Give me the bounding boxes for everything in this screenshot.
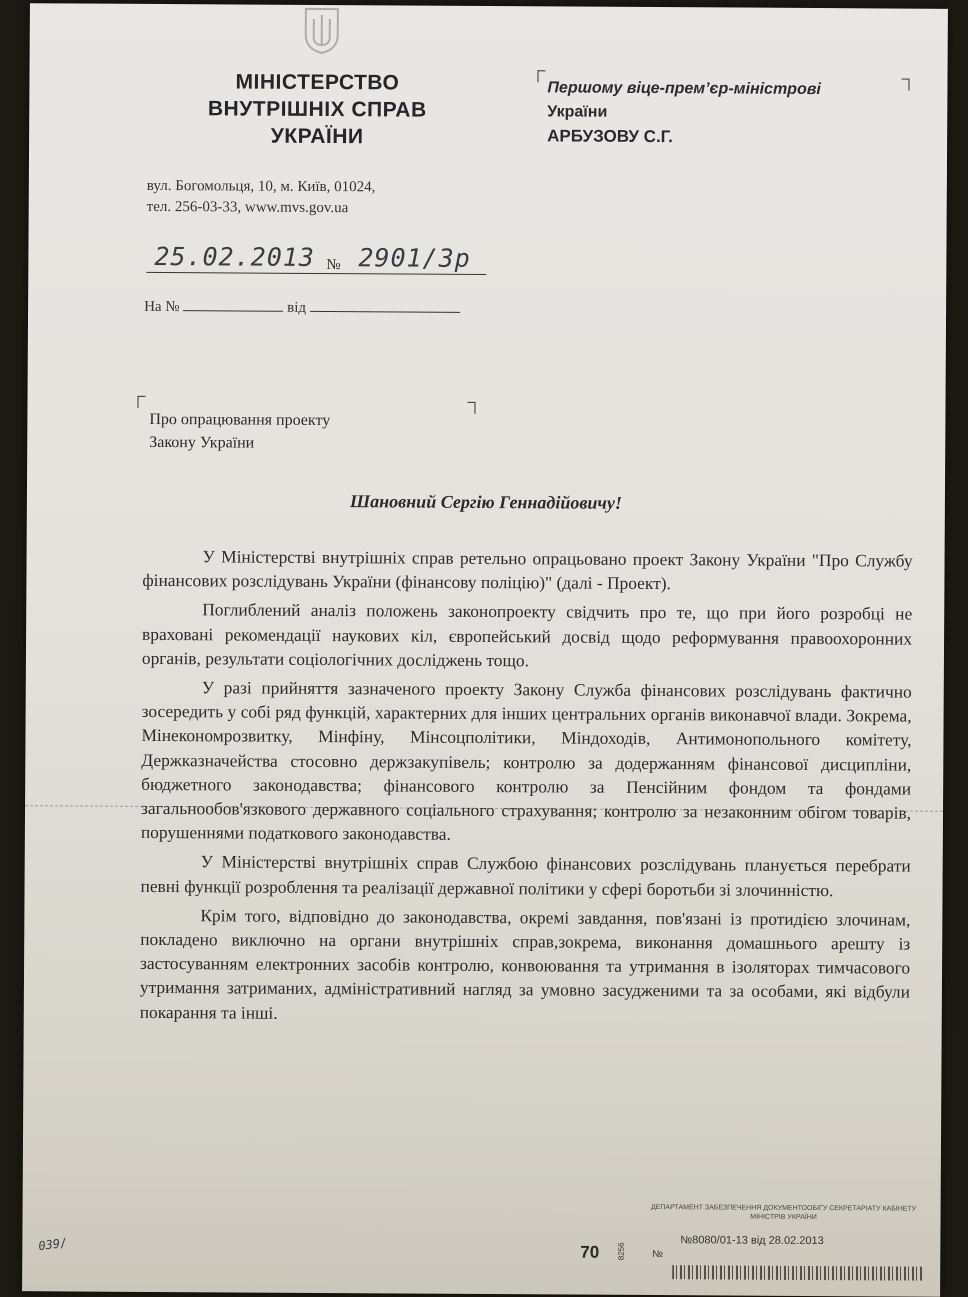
page-number: 70 [580, 1242, 600, 1262]
letter-page [22, 3, 948, 1297]
registration-line [146, 240, 486, 278]
subject-line-2: Закону України [149, 433, 255, 452]
salutation: Шановний Сергію Геннадійовичу! [349, 491, 622, 513]
body-paragraph: У разі прийняття зазначеного проекту Закону Служба фінансових розслідувань фактично зосередить у собі ряд функцій, характерних для інших центральних органів виконавчої влади. Зокрема, Мінекономрозвитку, Мінфіну, Мінсоцполітики, Міндоходів, Антимонопольного комітету, Держказначейства стосовно держзакупівель; контролю за додержанням фінансової дисципліни, бюджетного законодавства; фінансового контролю за Пенсійним фондом та фондами загальнообов'язкового державного соціального страхування; контролю за незаконним обігом товарів, порушеннями податкового законодавства. [140, 677, 912, 845]
coat-of-arms-icon [302, 5, 342, 55]
address-line: вул. Богомольця, 10, м. Київ, 01024, [146, 177, 376, 196]
reference-from-label: від [287, 299, 307, 316]
ministry-name-line-1: МІНІСТЕРСТВО [235, 70, 400, 95]
reference-prefix: На № [144, 298, 180, 316]
addressee-country: України [547, 103, 608, 121]
addressee-block [547, 76, 821, 150]
registration-number: 2901/3р [358, 243, 471, 273]
subject-block [149, 408, 330, 455]
reference-date-blank [310, 299, 460, 313]
registration-date: 25.02.2013 [154, 241, 315, 272]
addressee-bracket-right [901, 79, 909, 91]
reference-line [144, 298, 460, 318]
ministry-name [167, 68, 467, 151]
subject-bracket-right [467, 402, 475, 414]
ministry-address [147, 176, 376, 219]
letter-body [140, 544, 913, 1034]
reference-number-blank [183, 298, 283, 312]
ministry-name-line-3: УКРАЇНИ [270, 124, 364, 149]
registration-number-sign: № [326, 257, 341, 274]
contact-line: тел. 256-03-33, www.mvs.gov.ua [146, 198, 349, 217]
body-paragraph: Крім того, відповідно до законодавства, окремі завдання, пов'язані із протидією злочинам, покладено виключно на органи внутрішніх справ,зокрема, виконання домашнього арешту із застосуванням електронних засобів контролю, конвоювання та утримання в ізоляторах тимчасового утримання затриманих, адміністративний нагляд за умовно засудженими та за особами, які відбули покарання та інші. [139, 905, 911, 1023]
body-paragraph: У Міністерстві внутрішніх справ ретельно опрацьовано проект Закону України "Про Службу фінансових розслідувань України (фінансову поліцію)" (далі - Проект). [142, 546, 913, 594]
addressee-name: АРБУЗОВУ С.Г. [547, 126, 674, 147]
addressee-position: Першому віце-прем’єр-міністрові [547, 79, 821, 99]
addressee-bracket-left [537, 70, 545, 82]
side-code: 8256 [616, 1242, 626, 1261]
body-paragraph: Поглиблений аналіз положень законопроекту свідчить про те, що при його розробці не враховані рекомендації наукових кіл, європейський досвід щодо реформування правоохоронних органів, результати соціологічних досліджень тощо. [141, 599, 913, 671]
registration-stamp: №8080/01-13 від 28.02.2013 [680, 1234, 824, 1248]
footer-number-sign: № [652, 1249, 664, 1261]
department-stamp: ДЕПАРТАМЕНТ ЗАБЕЗПЕЧЕННЯ ДОКУМЕНТООБІГУ СЕКРЕТАРІАТУ КАБІНЕТУ МІНІСТРІВ УКРАЇНИ [650, 1204, 917, 1222]
handwritten-corner-note: 039/ [37, 1235, 69, 1254]
barcode-icon [672, 1265, 922, 1281]
subject-bracket-left [137, 396, 145, 408]
body-paragraph: У Міністерстві внутрішніх справ Службою фінансових розслідувань планується перебрати певні функції розроблення та реалізації державної політики у сфері боротьби зі злочинністю. [140, 851, 911, 900]
ministry-name-line-2: ВНУТРІШНІХ СПРАВ [207, 97, 427, 122]
subject-line-1: Про опрацювання проекту [149, 410, 331, 430]
